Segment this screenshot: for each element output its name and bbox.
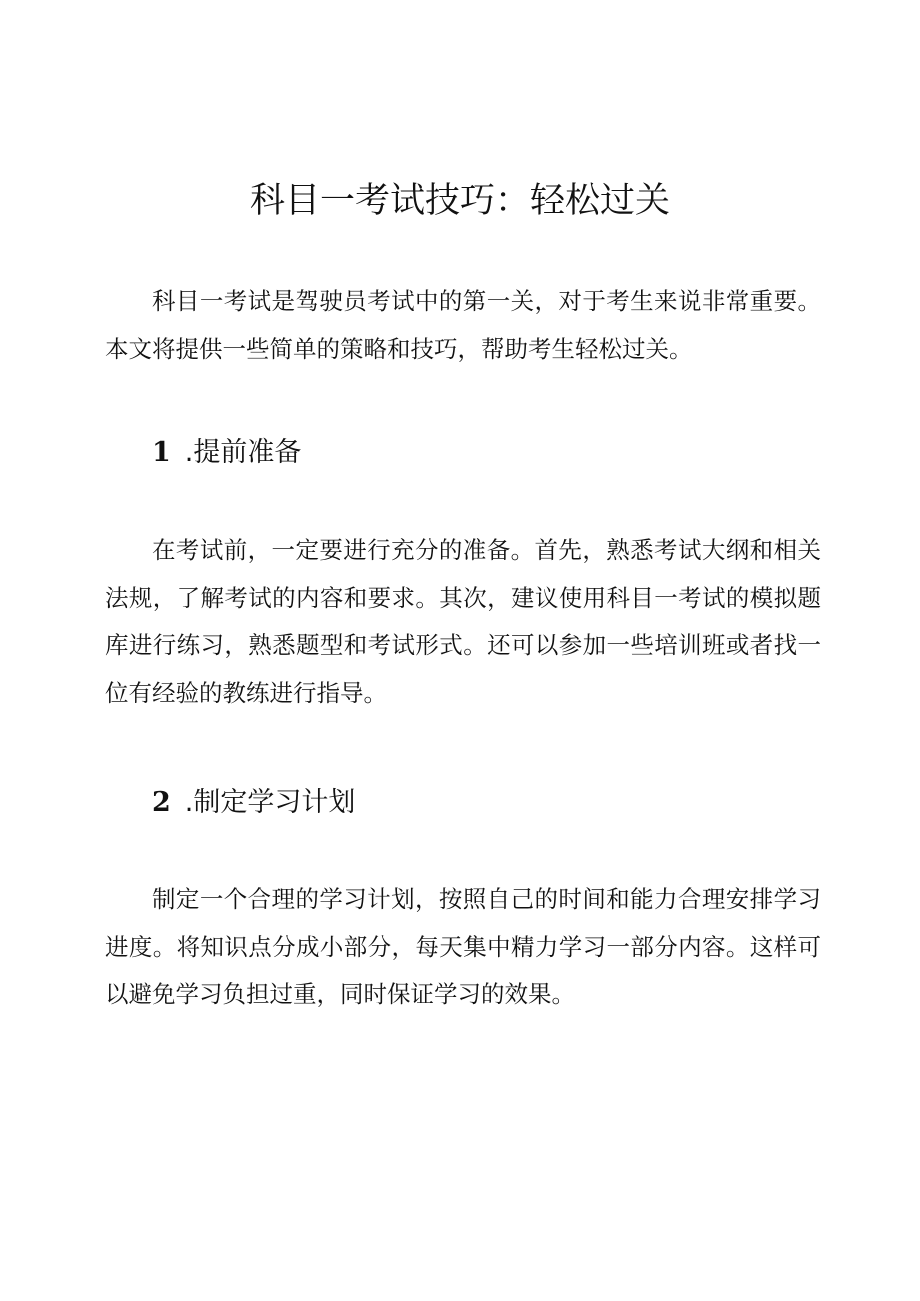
document-title: 科目一考试技巧：轻松过关	[249, 181, 670, 221]
section-2-body: 制定一个合理的学习计划，按照自己的时间和能力合理安排学习进度。将知识点分成小部分，每天集中精力学习一部分内容。这样可以避免学习负担过重，同时保证学习的效果。	[105, 885, 821, 1008]
section-1-body: 在考试前，一定要进行充分的准备。首先，熟悉考试大纲和相关法规，了解考试的内容和要求。其次，建议使用科目一考试的模拟题库进行练习，熟悉题型和考试形式。还可以参加一些培训班或者找一位有经验的教练进行指导。	[105, 536, 821, 707]
section-1-heading	[152, 435, 301, 471]
section-1-title: .提前准备	[184, 437, 302, 468]
section-2-number: 2	[152, 787, 171, 818]
section-2-heading	[152, 785, 355, 821]
intro-paragraph: 科目一考试是驾驶员考试中的第一关，对于考生来说非常重要。本文将提供一些简单的策略和技巧，帮助考生轻松过关。	[105, 287, 821, 363]
section-1-number: 1	[152, 437, 171, 468]
section-2-title: .制定学习计划	[184, 787, 356, 818]
